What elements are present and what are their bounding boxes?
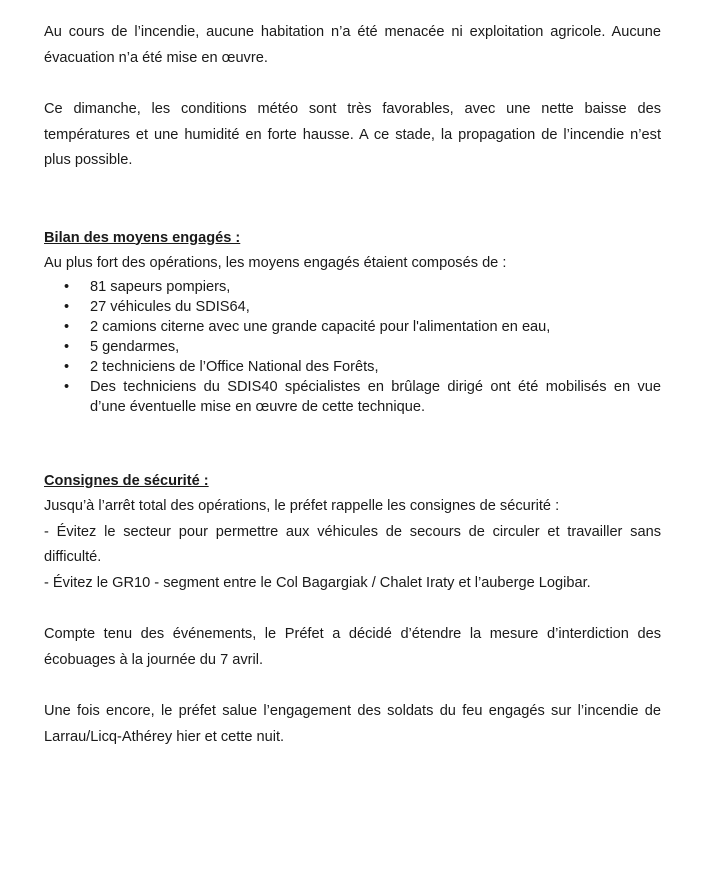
list-item-text: 5 gendarmes, — [90, 338, 180, 355]
consigne-line-2: - Évitez le GR10 - segment entre le Col Bagargiak / Chalet Iraty et l’auberge Logibar. — [44, 574, 591, 591]
bilan-list — [44, 277, 661, 417]
bilan-intro: Au plus fort des opérations, les moyens engagés étaient composés de : — [44, 255, 507, 271]
heading-consignes: Consignes de sécurité : — [44, 472, 209, 489]
paragraph-no-threat: Au cours de l’incendie, aucune habitation n’a été menacée ni exploitation agricole. Aucune évacuation n’a été mise en œuvre. — [44, 24, 661, 66]
paragraph-salute: Une fois encore, le préfet salue l’engagement des soldats du feu engagés sur l’incendie de Larrau/Licq-Athérey hier et cette nuit. — [44, 703, 661, 745]
list-item — [44, 337, 661, 357]
document-page — [44, 20, 661, 750]
list-item — [44, 317, 661, 337]
bullet-icon: • — [64, 278, 70, 295]
bullet-icon: • — [64, 378, 70, 395]
bullet-icon: • — [64, 298, 70, 315]
bullet-icon: • — [64, 338, 70, 355]
bullet-icon: • — [64, 358, 70, 375]
paragraph-weather: Ce dimanche, les conditions météo sont très favorables, avec une nette baisse des températures et une humidité en forte hausse. A ce stade, la propagation de l’incendie n’est plus possible. — [44, 101, 661, 168]
list-item-text: 27 véhicules du SDIS64, — [90, 298, 250, 315]
bullet-icon: • — [64, 318, 70, 335]
list-item — [44, 277, 661, 297]
list-item-text: 2 techniciens de l’Office National des Forêts, — [90, 358, 379, 375]
list-item-text: Des techniciens du SDIS40 spécialistes en brûlage dirigé ont été mobilisés en vue d’une éventuelle mise en œuvre de cette technique. — [90, 378, 661, 415]
list-item — [44, 377, 661, 417]
heading-bilan: Bilan des moyens engagés : — [44, 229, 241, 246]
consignes-intro: Jusqu’à l’arrêt total des opérations, le préfet rappelle les consignes de sécurité : — [44, 498, 560, 514]
list-item-text: 2 camions citerne avec une grande capacité pour l'alimentation en eau, — [90, 318, 551, 335]
list-item — [44, 357, 661, 377]
consigne-line-1: - Évitez le secteur pour permettre aux véhicules de secours de circuler et travailler sans difficulté. — [44, 523, 661, 565]
list-item-text: 81 sapeurs pompiers, — [90, 278, 231, 295]
paragraph-ecobuages: Compte tenu des événements, le Préfet a décidé d’étendre la mesure d’interdiction des écobuages à la journée du 7 avril. — [44, 626, 661, 668]
list-item — [44, 297, 661, 317]
